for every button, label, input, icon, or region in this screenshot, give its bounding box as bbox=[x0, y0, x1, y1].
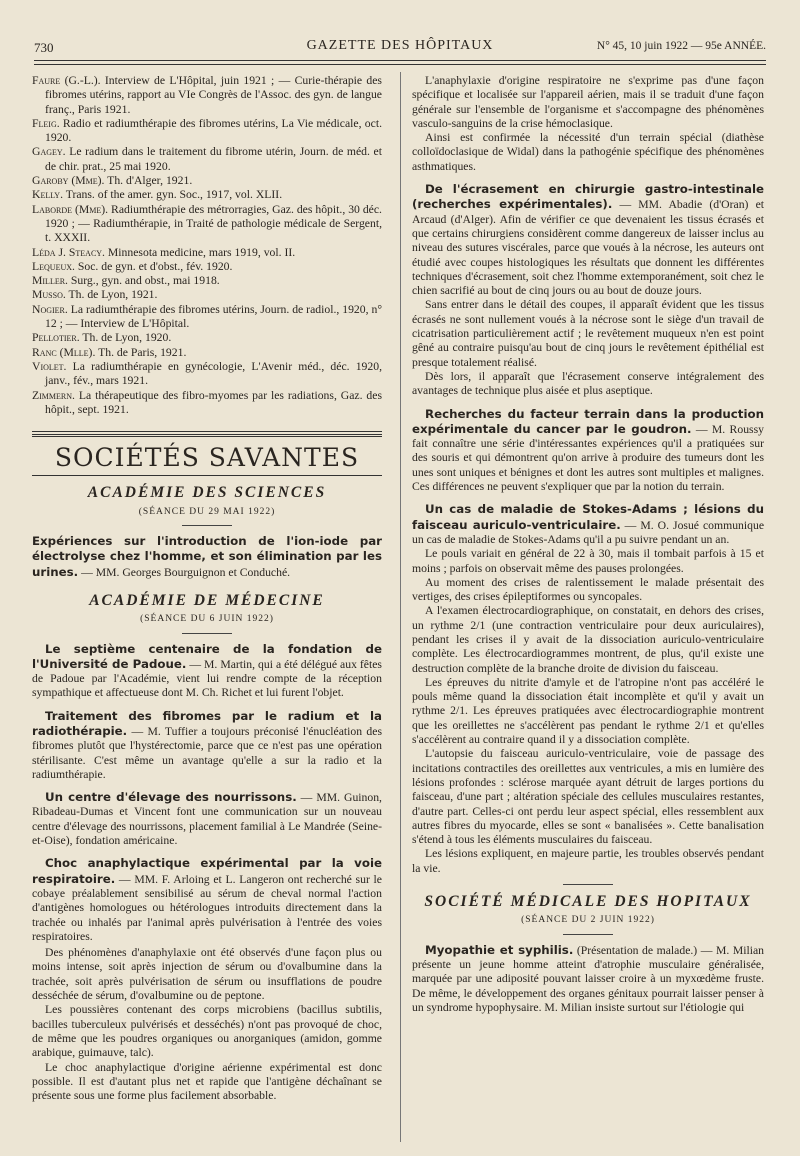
reference-entry bbox=[32, 74, 382, 117]
reference-text: Surg., gyn. and obst., mai 1918. bbox=[67, 274, 220, 288]
reference-author: Pellotier. bbox=[32, 331, 80, 345]
reference-entry bbox=[32, 389, 382, 418]
article-ecrasement bbox=[412, 182, 764, 298]
reference-entry bbox=[32, 346, 382, 360]
paragraph: Les lésions expliquent, en majeure partie, les troubles observés pendant la vie. bbox=[412, 847, 764, 875]
article-fibromes bbox=[32, 709, 382, 782]
paragraph: A l'examen électrocardiographique, on constatait, en dehors des crises, un rythme 2/1 (une contraction ventriculaire pour deux auriculaires), pendant les crises il y avait de la dissociation auriculo-ventriculaire complète. Les électrocardiogrammes montrent, de plus, qu'il existe une destruction complète de la branche droite de division du faisceau. bbox=[412, 604, 764, 675]
reference-author: Ranc (Mlle). bbox=[32, 345, 96, 359]
paragraph: L'autopsie du faisceau auriculo-ventriculaire, voie de passage des incitations contractiles des oreillettes aux ventricules, a mis en lumière des lésions profondes : sclérose marquée ayant détruit de larges portions du faisceau, d'une part ; altération spéciale des cellules musculaires restantes, d'autre part. Celles-ci ont perdu leur aspect spécial, elles ressemblent aux autres fibres du myocarde, elles se sont « banalisées ». Cette banalisation s'étend à tous les éléments musculaires du faisceau. bbox=[412, 747, 764, 847]
paragraph: Sans entrer dans le détail des coupes, il apparaît évident que les tissus écrasés ne sont nullement voués à la nécrose sont le siège d'un travail de cicatrisation particulièrement actif ; le revêtement muqueux n'en est point gêné au contraire puisqu'au bout de cinq jours le revêtement épithélial est presque totalement réalisé. bbox=[412, 298, 764, 369]
left-column bbox=[32, 74, 382, 1103]
article-heading: Expériences sur l'introduction de l'ion-iode par électrolyse chez l'homme, et son élimination par les urines. bbox=[32, 534, 382, 579]
reference-author: Nogier. bbox=[32, 302, 68, 316]
academie-sciences-title: ACADÉMIE DES SCIENCES bbox=[87, 484, 327, 502]
article-text: — MM. Georges Bourguignon et Conduché. bbox=[78, 565, 291, 579]
reference-author: Musso. bbox=[32, 288, 66, 302]
article-padoue bbox=[32, 642, 382, 701]
header-rule-thin bbox=[34, 64, 766, 65]
reference-entry bbox=[32, 360, 382, 389]
article-heading: Traitement des fibromes par le radium et la radiothérapie. bbox=[32, 708, 382, 738]
reference-text: La thérapeutique des fibro-myomes par les radiations, Gaz. des hôpit., sept. 1921. bbox=[45, 388, 382, 416]
short-rule bbox=[182, 633, 232, 634]
banner-rule-top bbox=[32, 431, 382, 432]
reference-text: Interview de L'Hôpital, juin 1921 ; — Curie-thérapie des fibromes utérins, rapport au VIe Congrès de l'Assoc. des gyn. de langue franç., Paris 1921. bbox=[45, 74, 382, 116]
banner-rule-double bbox=[32, 434, 382, 437]
header-rule bbox=[34, 60, 766, 61]
reference-entry bbox=[32, 203, 382, 246]
reference-author: Miller. bbox=[32, 274, 68, 288]
issue-line: N° 45, 10 juin 1922 — 95e ANNÉE. bbox=[596, 40, 766, 52]
article-choc-anaphylactique bbox=[32, 856, 382, 944]
journal-title: GAZETTE DES HÔPITAUX bbox=[306, 38, 494, 53]
paragraph: Ainsi est confirmée la nécessité d'un terrain spécial (diathèse colloïdoclasique de Widal) dans la pathogénie spécifique des phénomènes asthmatiques. bbox=[412, 131, 764, 173]
running-header bbox=[34, 38, 766, 58]
section-banner: SOCIÉTÉS SAVANTES bbox=[54, 443, 360, 473]
societe-title: SOCIÉTÉ MÉDICALE DES HOPITAUX bbox=[424, 893, 752, 911]
societe-seance: (SÉANCE DU 2 JUIN 1922) bbox=[521, 915, 655, 926]
reference-entry bbox=[32, 246, 382, 260]
article-text: — M. Martin, qui a été délégué aux fêtes de Padoue par l'Académie, vient lui rendre compte de la réception sympathique et affectueuse dont M. Ch. Richet et lui furent l'objet. bbox=[32, 657, 382, 700]
paragraph: Dès lors, il apparaît que l'écrasement conserve intégralement des avantages de technique plus aisée et plus aseptique. bbox=[412, 369, 764, 398]
article-text: — M. Roussy fait connaître une série d'intéressantes expériences qu'il a pratiquées sur des souris et qui démontrent qu'on arrive à produire des tumeurs dont les unes sont uniques et bénignes et dont les autres sont multiples et malignes. Ces différences ne peuvent s'expliquer que par la notion du terrain. bbox=[412, 422, 764, 494]
reference-entry bbox=[32, 145, 382, 174]
article-heading: Myopathie et syphilis. bbox=[425, 942, 574, 957]
reference-author: Gagey. bbox=[32, 145, 66, 159]
reference-text: Trans. of the amer. gyn. Soc., 1917, vol. XLII. bbox=[63, 188, 283, 202]
reference-text: Radiumthérapie des métrorragies, Gaz. des hôpit., 30 déc. 1920 ; — Radiumthérapie, in Traité de pathologie médicale de Sergent, t. XXXII. bbox=[45, 202, 382, 245]
reference-author: Violet. bbox=[32, 359, 67, 373]
reference-text: Th. de Lyon, 1920. bbox=[79, 331, 172, 345]
paragraph: Les poussières contenant des corps microbiens (bacillus subtilis, bacilles tuberculeux pulvérisés et desséchés) n'ont pas provoqué de choc, de même que les poudres organiques ou anorganiques (amidon, gomme arabique, guimauve, talc). bbox=[32, 1003, 382, 1060]
article-heading: Recherches du facteur terrain dans la production expérimentale du cancer par le goudron. bbox=[412, 406, 764, 436]
article-heading: De l'écrasement en chirurgie gastro-intestinale (recherches expérimentales). bbox=[412, 182, 764, 212]
paragraph: Le choc anaphylactique d'origine aérienne expérimental est donc possible. Il est d'autant plus net et rapide que l'antigène déchaînant se présente sous une forme plus facilement absorbable. bbox=[32, 1060, 382, 1103]
article-goudron bbox=[412, 407, 764, 495]
reference-text: Th. d'Alger, 1921. bbox=[104, 174, 193, 188]
reference-entry bbox=[32, 260, 382, 274]
article-ion-iode bbox=[32, 534, 382, 580]
paragraph: L'anaphylaxie d'origine respiratoire ne s'exprime pas d'une façon spécifique et localisée sur l'appareil aérien, mais il se traduit d'une façon générale sur l'ensemble de l'organisme et s'accompagne des phénomènes vasculo-sanguins de la crise hémoclasique. bbox=[412, 74, 764, 130]
reference-text: Minnesota medicine, mars 1919, vol. II. bbox=[104, 245, 296, 259]
reference-entry bbox=[32, 117, 382, 146]
article-stokes-adams bbox=[412, 502, 764, 547]
short-rule bbox=[182, 525, 232, 526]
paragraph: Au moment des crises de ralentissement le malade présentait des vertiges, des crises épileptiformes ou syncopales. bbox=[412, 575, 764, 604]
article-text: — M. Tuffier a toujours préconisé l'énucléation des fibromes plutôt que l'hystérectomie, parce que ce n'est pas une opération stérilisante. C'est même un avantage qu'elle a sur la radio et la radiumthérapie. bbox=[32, 724, 382, 781]
reference-entry bbox=[32, 174, 382, 188]
article-heading: Un cas de maladie de Stokes-Adams ; lésions du faisceau auriculo-ventriculaire. bbox=[412, 502, 764, 532]
column-divider bbox=[400, 72, 401, 1142]
reference-text: Soc. de gyn. et d'obst., fév. 1920. bbox=[74, 259, 233, 273]
academie-sciences-seance: (SÉANCE DU 29 MAI 1922) bbox=[138, 506, 276, 517]
reference-list bbox=[32, 74, 382, 417]
article-text: — MM. Guinon, Ribadeau-Dumas et Vincent font une communication sur un nouveau centre d'élevage des nourrissons, placement familial à Le Mandrée (Seine-et-Oise), fondation américaine. bbox=[32, 791, 382, 848]
short-rule bbox=[563, 934, 613, 935]
article-text: — MM. F. Arloing et L. Langeron ont recherché sur le cobaye préalablement sensibilisé au sérum de cheval normal l'action d'antigènes homologues ou hétérologues introduits directement dans la trachée ou inhalés par l'animal après pulvérisation à l'entrée des voies respiratoires. bbox=[32, 872, 382, 943]
paragraph: Les épreuves du nitrite d'amyle et de l'atropine n'ont pas accéléré le pouls même quand la dissociation était incomplète et qu'il y avait un rythme 2/1. Les épreuves pratiquées avec électrocardiographie montrent que les oreillettes ne s'accélèrent pas pendant le rythme 2/1 et qu'elles s'accélèrent au contraire quand il y a dissociation complète. bbox=[412, 675, 764, 747]
article-text: (Présentation de malade.) — M. Milian présente un jeune homme atteint d'atrophie musculaire généralisée, marquée par une adiposité pouvant laisser croire à un myxœdème fruste. De même, le développement des organes génitaux pourrait laisser penser à un syndrome hypophysaire. M. Milian insiste surtout sur l'étiologie qui bbox=[412, 943, 764, 1014]
reference-author: Léda J. Steacy. bbox=[32, 245, 105, 259]
page-number: 730 bbox=[34, 40, 54, 55]
reference-author: Kelly. bbox=[32, 188, 63, 202]
article-nourrissons bbox=[32, 790, 382, 848]
article-text: — MM. Abadie (d'Oran) et Arcaud (d'Alger). Afin de vérifier ce que devenaient les tissus écrasés et que certains chirurgiens considèrent comme dangereux de laisser inclus au niveau des sutures viscérales, parce que voués à la nécrose, les auteurs ont étudié avec coupes histologiques les résultats que donnent les différentes techniques d'écrasement, soit chez l'homme extemporanément, soit chez le chien sacrifié au bout de cinq jours ou au bout de douze jours. bbox=[412, 198, 765, 298]
reference-author: Garoby (Mme). bbox=[32, 174, 105, 188]
reference-text: Le radium dans le traitement du fibrome utérin, Journ. de méd. et de chir. prat., 25 mai 1920. bbox=[45, 145, 382, 173]
reference-author: Zimmern. bbox=[32, 388, 75, 402]
banner-rule-bottom bbox=[32, 475, 382, 476]
reference-entry bbox=[32, 274, 382, 288]
article-myopathie bbox=[412, 943, 764, 1015]
reference-text: Th. de Paris, 1921. bbox=[95, 345, 187, 359]
paragraph: Des phénomènes d'anaphylaxie ont été observés d'une façon plus ou moins intense, soit après injection de sérum ou d'ovalbumine dans la trachée, soit après pulvérisation de sérum ou insufflations de poudre desséchée de sérum, d'ovalbumine ou de peptone. bbox=[32, 946, 382, 1003]
reference-author: Lequeux. bbox=[32, 259, 75, 273]
reference-entry bbox=[32, 188, 382, 202]
reference-entry bbox=[32, 288, 382, 302]
reference-text: Th. de Lyon, 1921. bbox=[65, 288, 158, 302]
right-column bbox=[412, 74, 764, 1023]
article-heading: Le septième centenaire de la fondation de l'Université de Padoue. bbox=[32, 641, 382, 671]
reference-text: Radio et radiumthérapie des fibromes utérins, La Vie médicale, oct. 1920. bbox=[45, 116, 382, 145]
article-text: — M. O. Josué communique un cas de maladie de Stokes-Adams qu'il a pu suivre pendant un an. bbox=[412, 518, 765, 546]
academie-medecine-title: ACADÉMIE DE MÉDECINE bbox=[89, 591, 325, 609]
article-heading: Un centre d'élevage des nourrissons. bbox=[45, 790, 297, 805]
paragraph: Le pouls variait en général de 22 à 30, mais il tombait parfois à 15 et moins ; parfois on observait même des pauses prolongées. bbox=[412, 547, 764, 575]
academie-medecine-seance: (SÉANCE DU 6 JUIN 1922) bbox=[140, 614, 274, 625]
reference-author: Laborde (Mme). bbox=[32, 202, 109, 216]
short-rule bbox=[563, 884, 613, 885]
article-heading: Choc anaphylactique expérimental par la voie respiratoire. bbox=[32, 856, 382, 886]
reference-text: La radiumthérapie des fibromes utérins, Journ. de radiol., 1920, n° 12 ; — Interview de L'Hôpital. bbox=[45, 302, 382, 331]
reference-author: Fleig. bbox=[32, 116, 60, 130]
reference-text: La radiumthérapie en gynécologie, L'Avenir méd., déc. 1920, janv., fév., mars 1921. bbox=[45, 359, 382, 388]
reference-entry bbox=[32, 331, 382, 345]
reference-entry bbox=[32, 303, 382, 332]
reference-author: Faure (G.-L.). bbox=[32, 74, 101, 87]
